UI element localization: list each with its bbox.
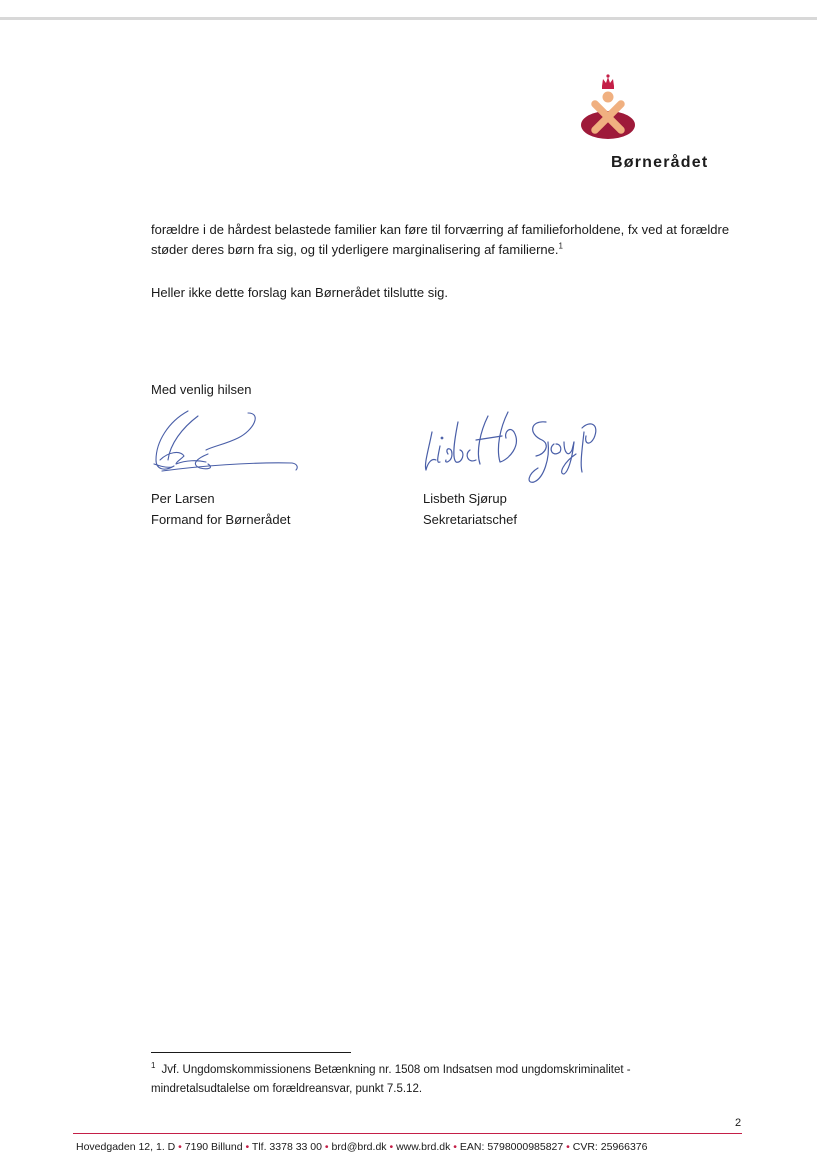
footer-ean: EAN: 5798000985827 bbox=[459, 1141, 564, 1153]
signature-per-larsen bbox=[150, 408, 310, 483]
footer-separator: • bbox=[453, 1141, 457, 1153]
footer-city: 7190 Billund bbox=[184, 1141, 243, 1153]
footer-separator: • bbox=[245, 1141, 250, 1153]
footnote-separator bbox=[151, 1052, 351, 1053]
footer-phone: Tlf. 3378 33 00 bbox=[251, 1141, 322, 1153]
footnote-number: 1 bbox=[151, 1061, 156, 1071]
signer-lisbeth-sjorup bbox=[423, 488, 517, 530]
footer-separator: • bbox=[178, 1141, 182, 1153]
footer-cvr: CVR: 25966376 bbox=[572, 1141, 648, 1153]
signer-name: Lisbeth Sjørup bbox=[423, 491, 507, 506]
paragraph-1-text: forældre i de hårdest belastede familier kan føre til forværring af familieforholdene, fx ved at forældre støder deres børn fra sig, og til yderligere marginalisering af familierne. bbox=[151, 222, 730, 257]
footer-website: www.brd.dk bbox=[396, 1141, 451, 1153]
footer-separator: • bbox=[566, 1141, 570, 1153]
borneraadet-logo bbox=[578, 72, 638, 142]
closing-greeting: Med venlig hilsen bbox=[151, 382, 252, 397]
footer-email: brd@brd.dk bbox=[331, 1141, 387, 1153]
organization-name: Børnerådet bbox=[611, 154, 709, 171]
footer-address: Hovedgaden 12, 1. D bbox=[76, 1141, 176, 1153]
footer-separator: • bbox=[324, 1141, 329, 1153]
body-paragraph-1 bbox=[151, 220, 751, 260]
footer-separator: • bbox=[389, 1141, 394, 1153]
footnote-reference: 1 bbox=[558, 241, 563, 251]
footer-line bbox=[73, 1133, 742, 1134]
signature-lisbeth-sjorup bbox=[418, 402, 618, 492]
signer-name: Per Larsen bbox=[151, 491, 215, 506]
body-paragraph-2: Heller ikke dette forslag kan Børnerådet tilslutte sig. bbox=[151, 285, 448, 300]
signer-title: Formand for Børnerådet bbox=[151, 512, 291, 527]
signer-title: Sekretariatschef bbox=[423, 512, 517, 527]
footer-contact-line bbox=[76, 1141, 648, 1153]
top-edge-line bbox=[0, 17, 817, 20]
signer-per-larsen bbox=[151, 488, 290, 530]
footnote bbox=[151, 1061, 711, 1099]
footnote-text: Jvf. Ungdomskommissionens Betænkning nr. 1508 om Indsatsen mod ungdomskriminalitet - mindretalsudtalelse om forældreansvar, punkt 7.5.12. bbox=[151, 1064, 631, 1095]
page-number: 2 bbox=[735, 1117, 742, 1129]
